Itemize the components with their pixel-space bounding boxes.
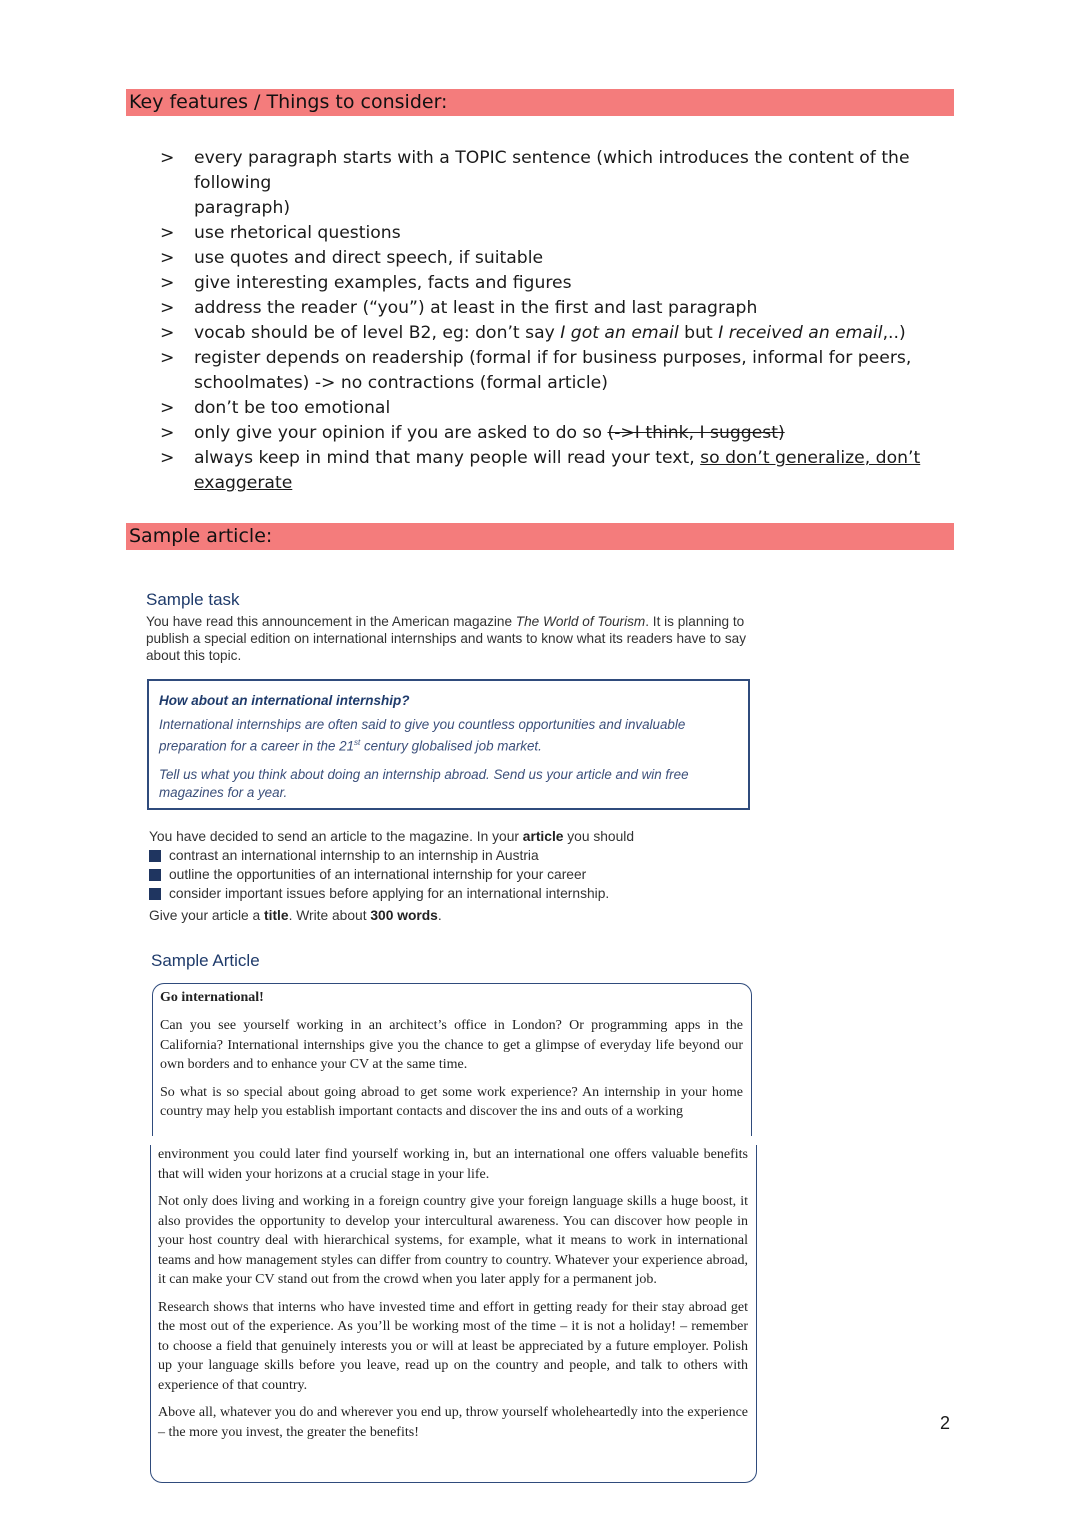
square-bullet-icon [149,850,161,862]
sample-task-title: Sample task [146,590,240,609]
square-bullet-icon [149,869,161,881]
article-paragraph: Can you see yourself working in an architect’s office in London? Or programming apps in the California? International internships give you the chance to get a glimpse of everyday life beyond our own borders and to enhance your CV at the same time. [160,1018,743,1072]
announcement-paragraph: International internships are often said to give you countless opportunities and invaluable preparation for a career in the 21st century globalised job market. [159,717,686,753]
arrow-bullet-icon: > [160,423,175,443]
article-box-top [152,983,752,1136]
article-paragraph: Research shows that interns who have invested time and effort in getting ready for their stay abroad get the most out of the experience. As you’ll be working most of the time – it is not a holiday! – remember to choose a field that genuinely interests you or will at least be appreciated by a future employer. Polish up your language skills before you leave, read up on the country and people, and talk to others with experience of that country. [158,1299,748,1393]
struck-text: (->I think, I suggest) [607,423,785,443]
sample-article-title: Sample Article [151,951,260,970]
list-item: > only give your opinion if you are asked to do so (->I think, I suggest) [160,421,960,446]
list-item: > vocab should be of level B2, eg: don’t say I got an email but I received an email,..) [160,321,960,346]
arrow-bullet-icon: > [160,323,175,343]
article-paragraph: Not only does living and working in a foreign country give your foreign language skills a huge boost, it also provides the opportunity to develop your intercultural awareness. You can discover how people in your host country deal with hierarchical systems, for example, what it means to work in international teams and how management styles can differ from country to country. Whatever your experience abroad, it can make your CV stand out from the crowd when you later apply for a permanent job. [158,1194,748,1287]
arrow-bullet-icon: > [160,148,175,168]
article-paragraph: Above all, whatever you do and wherever you end up, throw yourself wholeheartedly into the experience – the more you invest, the greater the benefits! [158,1405,748,1440]
key-features-list [160,146,960,496]
key-features-header: Key features / Things to consider: [126,89,954,116]
arrow-bullet-icon: > [160,248,175,268]
announcement-box [147,679,750,810]
sample-article-header: Sample article: [126,523,954,550]
list-item: > every paragraph starts with a TOPIC sentence (which introduces the content of the following paragraph) [160,148,910,218]
article-paragraph: So what is so special about going abroad to get some work experience? An internship in your home country may help you establish important contacts and discover the ins and outs of a working [160,1084,743,1119]
arrow-bullet-icon: > [160,448,175,468]
list-item: > use quotes and direct speech, if suitable [160,246,960,271]
list-item: > give interesting examples, facts and figures [160,271,960,296]
list-item: contrast an international internship to an internship in Austria [149,846,709,865]
announcement-title: How about an international internship? [159,693,410,708]
list-item: > use rhetorical questions [160,221,960,246]
list-item: outline the opportunities of an international internship for your career [149,865,709,884]
list-item: > register depends on readership (formal if for business purposes, informal for peers, schoolmates) -> no contractions (formal article) [160,348,912,393]
page-number: 2 [940,1413,951,1433]
list-item: consider important issues before applying for an international internship. [149,884,709,903]
arrow-bullet-icon: > [160,298,175,318]
list-item: > always keep in mind that many people will read your text, so don’t generalize, don’t exaggerate [160,448,921,493]
arrow-bullet-icon: > [160,348,175,368]
list-item: > address the reader (“you”) at least in the first and last paragraph [160,296,960,321]
arrow-bullet-icon: > [160,398,175,418]
task-intro: You have read this announcement in the American magazine The World of Tourism. It is planning to publish a special edition on international internships and wants to know what its readers have to say about this topic. [146,614,746,663]
announcement-paragraph: Tell us what you think about doing an internship abroad. Send us your article and win free magazines for a year. [159,767,689,800]
square-bullet-icon [149,888,161,900]
task-instructions: You have decided to send an article to the magazine. In your article you should contrast an international internship to an internship in Austria outline the opportunities of an international internship for your career consider important issues before applying for an international internship. Give your article a title. Write about 300 words. [149,827,709,925]
article-headline: Go international! [160,990,264,1005]
arrow-bullet-icon: > [160,273,175,293]
list-item: > don’t be too emotional [160,396,960,421]
article-box-bottom [150,1145,757,1483]
arrow-bullet-icon: > [160,223,175,243]
article-paragraph: environment you could later find yourself working in, but an international one offers valuable benefits that will widen your horizons at a crucial stage in your life. [158,1147,748,1182]
